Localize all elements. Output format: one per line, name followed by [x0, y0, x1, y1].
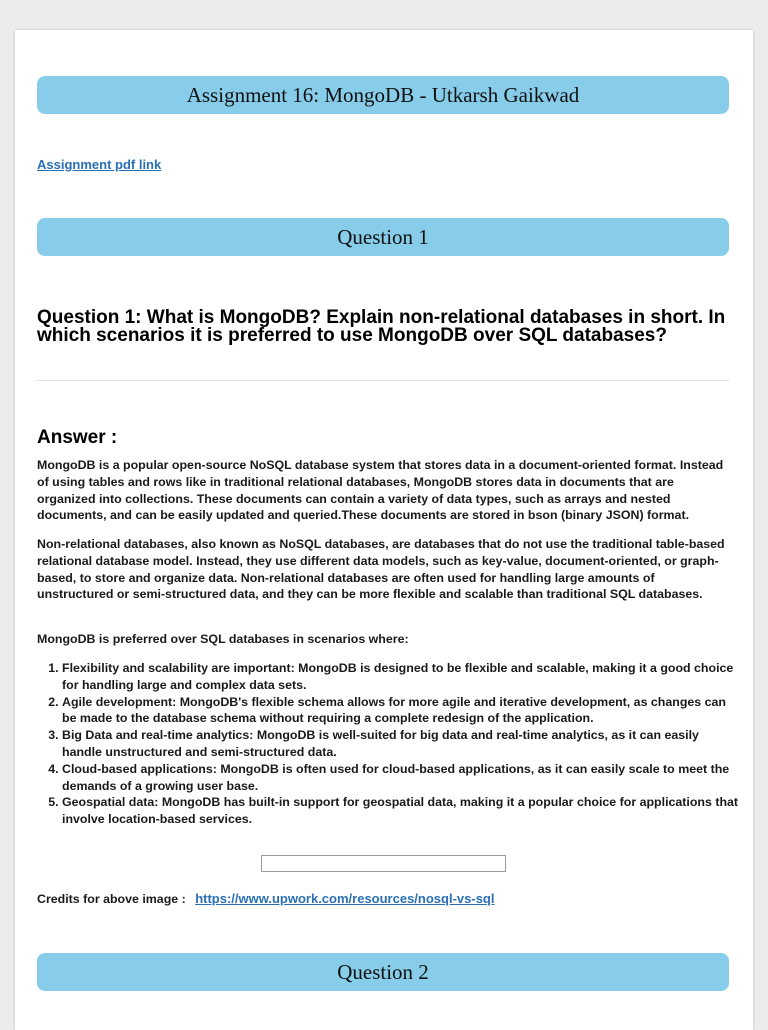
answer-paragraph-scenarios: MongoDB is preferred over SQL databases in scenarios where: [37, 632, 409, 646]
assignment-pdf-link[interactable]: Assignment pdf link [37, 157, 162, 172]
assignment-title-banner [37, 76, 729, 114]
list-item: 1. Flexibility and scalability are important: MongoDB is designed to be flexible and scalable, making it a good choice for handling large and complex data sets. [62, 660, 742, 694]
answer-paragraph-mongodb: MongoDB is a popular open-source NoSQL database system that stores data in a document-oriented format. Instead of using tables and rows like in traditional relational databases, MongoDB stores data in documents that are organized into collections. These documents can contain a variety of data types, such as arrays and nested documents, and can be easily updated and queried.These documents are stored in bson (binary JSON) format. [37, 458, 724, 523]
assignment-title: Assignment 16: MongoDB - Utkarsh Gaikwad [186, 82, 580, 107]
question-1-banner-label: Question 1 [337, 224, 429, 249]
scenarios-list [37, 660, 742, 828]
list-item: 3. Big Data and real-time analytics: MongoDB is well-suited for big data and real-time analytics, as it can easily handle unstructured and semi-structured data. [62, 727, 742, 761]
document-page [15, 30, 753, 1030]
question-1-heading: Question 1: What is MongoDB? Explain non-relational databases in short. In which scenarios it is preferred to use MongoDB over SQL databases? [37, 307, 726, 346]
question-2-banner [37, 953, 729, 991]
question-1-banner [37, 218, 729, 256]
list-item: 5. Geospatial data: MongoDB has built-in support for geospatial data, making it a popular choice for applications that involve location-based services. [62, 794, 742, 828]
credits-link[interactable]: https://www.upwork.com/resources/nosql-vs-sql [195, 891, 495, 906]
list-item: 2. Agile development: MongoDB's flexible schema allows for more agile and iterative development, as changes can be made to the database schema without requiring a complete redesign of the application. [62, 694, 742, 728]
list-item: 4. Cloud-based applications: MongoDB is often used for cloud-based applications, as it can easily scale to meet the demands of a growing user base. [62, 761, 742, 795]
image-credits [37, 891, 494, 908]
question-2-banner-label: Question 2 [337, 959, 429, 984]
credits-label: Credits for above image : [37, 892, 186, 906]
broken-image-placeholder [261, 855, 506, 872]
answer-paragraph-nosql: Non-relational databases, also known as NoSQL databases, are databases that do not use the traditional table-based relational database model. Instead, they use different data models, such as key-value, document-oriented, or graph-based, to store and organize data. Non-relational databases are often used for handling large amounts of unstructured or semi-structured data, and they can be more flexible and scalable than traditional SQL databases. [37, 537, 725, 602]
answer-heading: Answer : [37, 427, 118, 448]
section-divider [37, 380, 729, 381]
